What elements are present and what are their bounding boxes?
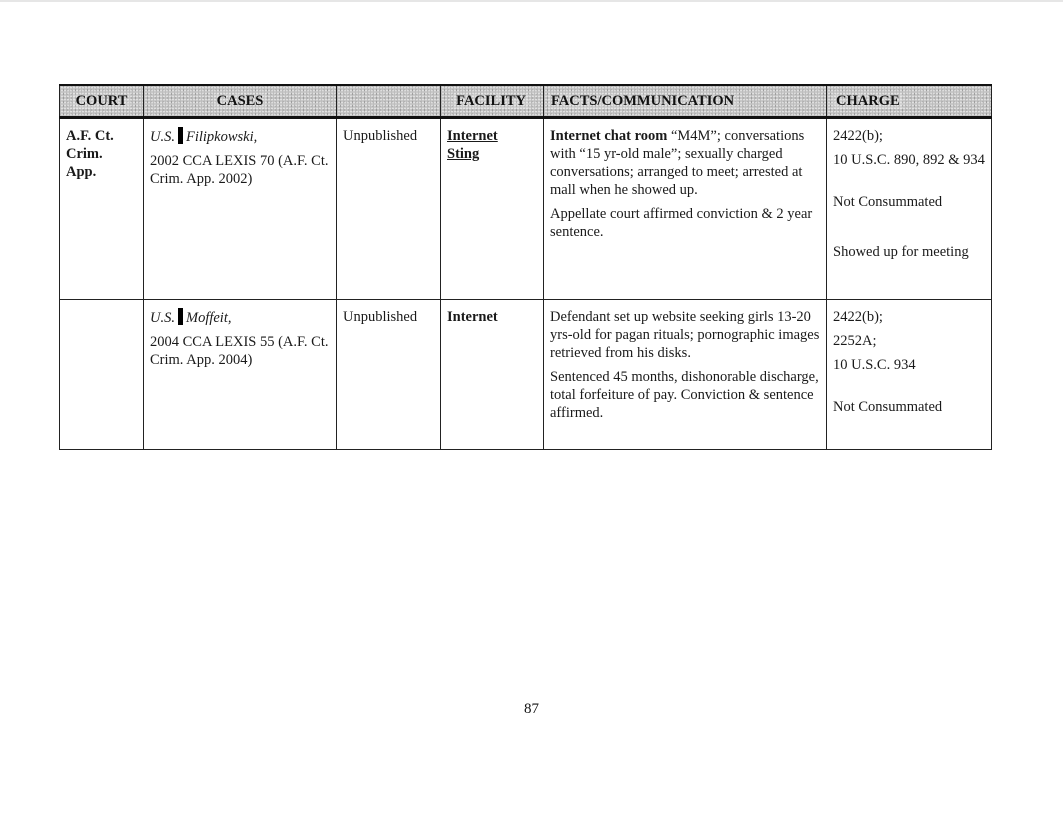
header-status [337, 85, 441, 118]
charge-line: 10 U.S.C. 890, 892 & 934 [833, 152, 985, 168]
header-facility: FACILITY [441, 85, 544, 118]
case-name: Moffeit, [185, 310, 232, 326]
charge-line: 2422(b); [833, 128, 883, 144]
header-charge: CHARGE [827, 85, 992, 118]
case-citation: 2002 CCA LEXIS 70 (A.F. Ct. Crim. App. 2002) [150, 153, 329, 187]
table-row [60, 300, 992, 450]
facility-cell [441, 118, 544, 300]
publication-status: Unpublished [343, 309, 418, 325]
case-prefix: U.S. [150, 129, 175, 145]
status-cell [337, 118, 441, 300]
charge-line: 2422(b); [833, 309, 883, 325]
page-edge [0, 0, 1063, 2]
charge-cell [827, 118, 992, 300]
charge-line: 2252A; [833, 333, 877, 349]
header-facts: FACTS/COMMUNICATION [544, 85, 827, 118]
redaction-mark [178, 308, 183, 325]
facts-outcome: Appellate court affirmed conviction & 2 year sentence. [550, 206, 813, 240]
facts-cell [544, 300, 827, 450]
charge-line: 10 U.S.C. 934 [833, 357, 916, 373]
charge-status: Not Consummated [833, 194, 943, 210]
case-cell [144, 118, 337, 300]
case-cell [144, 300, 337, 450]
facts-text: “M4M”; conversations with “15 yr-old male”; sexually charged conversations; arranged to meet; arrested at mall when he showed up. [550, 128, 805, 198]
case-citation: 2004 CCA LEXIS 55 (A.F. Ct. Crim. App. 2004) [150, 334, 329, 368]
facility-label: Internet Sting [447, 128, 498, 162]
court-cell [60, 300, 144, 450]
facts-cell [544, 118, 827, 300]
case-table [59, 84, 992, 450]
charge-status: Not Consummated [833, 399, 943, 415]
case-name: Filipkowski, [185, 129, 258, 145]
table-row [60, 118, 992, 300]
header-court: COURT [60, 85, 144, 118]
facts-outcome: Sentenced 45 months, dishonorable discharge, total forfeiture of pay. Conviction & sentence affirmed. [550, 369, 819, 421]
page-number: 87 [524, 701, 539, 717]
status-cell [337, 300, 441, 450]
header-cases: CASES [144, 85, 337, 118]
court-name: A.F. Ct. Crim. App. [66, 128, 114, 180]
facility-cell [441, 300, 544, 450]
publication-status: Unpublished [343, 128, 418, 144]
redaction-mark [178, 127, 183, 144]
case-prefix: U.S. [150, 310, 175, 326]
facts-lead: Internet chat room [550, 128, 668, 144]
facts-paragraph: Defendant set up website seeking girls 13-20 yrs-old for pagan rituals; pornographic images retrieved from his disks. [550, 309, 820, 361]
charge-cell [827, 300, 992, 450]
court-cell [60, 118, 144, 300]
charge-note: Showed up for meeting [833, 244, 969, 260]
facts-paragraph [550, 127, 820, 199]
facility-label: Internet [447, 309, 498, 325]
table-header-row [60, 85, 992, 118]
